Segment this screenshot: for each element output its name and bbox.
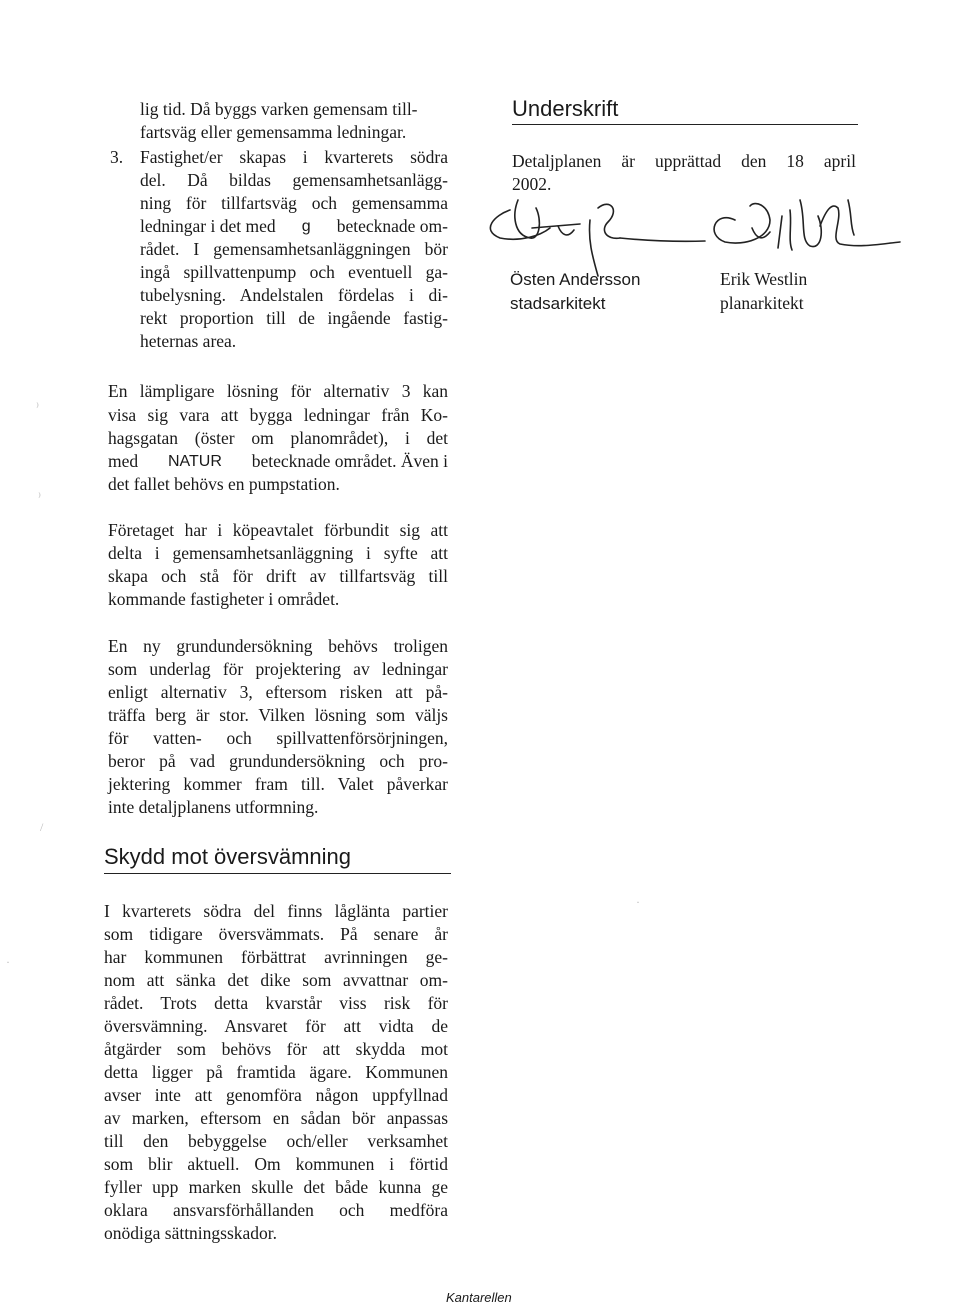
text-line: av marken, eftersom en sådan bör anpassas	[104, 1108, 448, 1128]
text-line: som blir aktuell. Om kommunen i förtid	[104, 1154, 448, 1174]
signatory-title: planarkitekt	[720, 293, 804, 313]
text-line: rådet. I gemensamhetsanläggningen bör	[140, 239, 448, 259]
text-line: för vatten- och spillvattenförsörjningen,	[108, 728, 448, 748]
text-line: översvämning. Ansvaret för att vidta de	[104, 1016, 448, 1036]
text-line: fyller upp marken skulle det både kunna ge	[104, 1177, 448, 1197]
text-line: I kvarterets södra del finns låglänta partier	[104, 901, 448, 921]
date-line: Detaljplanen är upprättad den 18 april	[512, 151, 856, 171]
text-line: åtgärder som behövs för att skydda mot	[104, 1039, 448, 1059]
zone-code-natur: NATUR	[167, 453, 222, 470]
signatory-title: stadsarkitekt	[510, 294, 606, 313]
zone-code-g: g	[301, 218, 311, 235]
text-line: beror på vad grundundersökning och pro-	[108, 751, 448, 771]
text-line: skapa och stå för drift av tillfartsväg till	[108, 566, 448, 586]
text-line: enligt alternativ 3, eftersom risken att på-	[108, 682, 448, 702]
footer-text: Kantarellen	[446, 1290, 512, 1305]
text-line: delta i gemensamhetsanläggning i syfte att	[108, 543, 448, 563]
scan-mark: /	[40, 820, 44, 834]
scan-mark: ·	[636, 895, 640, 909]
text-line: detta ligger på framtida ägare. Kommunen	[104, 1062, 448, 1082]
text-line: En ny grundundersökning behövs troligen	[108, 636, 448, 656]
text-line: som tidigare översvämmats. På senare år	[104, 924, 448, 944]
text-fragment: ledningar i det med	[140, 216, 276, 236]
text-line: rekt proportion till de ingående fastig-	[140, 308, 448, 328]
heading-rule	[104, 873, 451, 874]
text-line: tubelysning. Andelstalen fördelas i di-	[140, 285, 448, 305]
date-line: 2002.	[512, 174, 552, 194]
text-line: fartsväg eller gemensamma ledningar.	[140, 122, 407, 142]
scan-mark: ·	[6, 955, 10, 969]
signatory-name: Östen Andersson	[510, 270, 641, 289]
text-line: har kommunen förbättrat avrinningen ge-	[104, 947, 448, 967]
text-line: onödiga sättningsskador.	[104, 1223, 278, 1243]
signatory-name: Erik Westlin	[720, 269, 808, 289]
text-line: det fallet behövs en pumpstation.	[108, 474, 340, 494]
list-item-number: 3.	[110, 147, 124, 167]
text-line: ingå spillvattenpump och eventuell ga-	[140, 262, 448, 282]
text-line: heternas area.	[140, 331, 237, 351]
scan-mark: ⁾	[38, 490, 41, 504]
heading-rule	[512, 124, 858, 125]
text-line: lig tid. Då byggs varken gemensam till-	[140, 99, 418, 119]
text-line	[140, 215, 448, 238]
text-fragment: betecknade om-	[336, 216, 448, 236]
text-line: kommande fastigheter i området.	[108, 589, 340, 609]
text-line: hagsgatan (öster om planområdet), i det	[108, 428, 448, 448]
text-line: ning för tillfartsväg och gemensamma	[140, 193, 448, 213]
text-line: rådet. Trots detta kvarstår viss risk för	[104, 993, 448, 1013]
text-line: inte detaljplanens utformning.	[108, 797, 319, 817]
text-line: till den bebyggelse och/eller verksamhet	[104, 1131, 448, 1151]
text-line: träffa berg är stor. Vilken lösning som väljs	[108, 705, 448, 725]
text-fragment: betecknade området. Även i	[251, 451, 448, 471]
text-line: som underlag för projektering av ledningar	[108, 659, 448, 679]
signature-heading: Underskrift	[512, 96, 619, 121]
text-line: Företaget har i köpeavtalet förbundit sig att	[108, 520, 448, 540]
text-line: Fastighet/er skapas i kvarterets södra	[140, 147, 448, 167]
handwritten-signatures	[470, 180, 910, 280]
text-line: del. Då bildas gemensamhetsanlägg-	[140, 170, 448, 190]
text-line: jektering kommer fram till. Valet påverkar	[108, 774, 448, 794]
text-fragment: med	[108, 451, 139, 471]
section-heading: Skydd mot översvämning	[104, 844, 351, 869]
text-line: oklara ansvarsförhållanden och medföra	[104, 1200, 448, 1220]
text-line: En lämpligare lösning för alternativ 3 kan	[108, 381, 448, 401]
text-line: nom att sänka det dike som avvattnar om-	[104, 970, 448, 990]
text-line	[108, 450, 448, 473]
scan-mark: ⁾	[36, 400, 39, 414]
text-line: visa sig vara att bygga ledningar från Ko-	[108, 405, 448, 425]
text-line: avser inte att genomföra någon uppfyllnad	[104, 1085, 448, 1105]
